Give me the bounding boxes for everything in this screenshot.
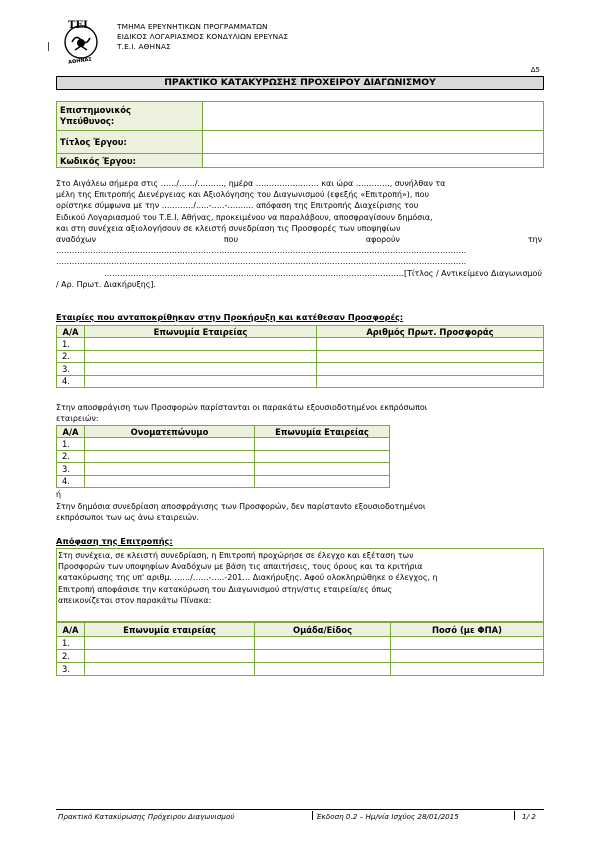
intro-paragraph: [56, 178, 544, 290]
rep-name-cell[interactable]: [85, 450, 255, 463]
row-number: 3.: [57, 663, 85, 676]
representatives-table: [56, 425, 390, 488]
column-header: Επωνυμία εταιρείας: [85, 623, 255, 637]
intro-dotted-line: …………………………………………………………………………………………………………………………………………: [56, 246, 467, 256]
companies-header-row: [57, 326, 544, 338]
decision-paragraph: Στη συνέχεια, σε κλειστή συνεδρίαση, η Επιτροπή προχώρησε σε έλεγχο και εξέταση των Προσφορών των υποψηφίων Αναδόχων με βάση τις απαιτήσεις, τους όρους και τα κριτήρια κατακύρωσης της υπ' αριθμ. ……/……-…..-201… Διακήρυξης. Αφού ολοκληρώθηκε ο έλεγχος, η Επιτροπή αποφάσισε την κατακύρωση του Διαγωνισμού στην/στις εταιρεία/ες όπως απεικονίζεται στον παρακάτω Πίνακα:: [58, 551, 438, 605]
info-label: Κωδικός Έργου:: [57, 154, 203, 168]
supervisor-field[interactable]: [203, 102, 544, 131]
footer-version: Έκδοση 0.2 – Ημ/νία Ισχύος 28/01/2015: [316, 812, 459, 821]
table-row: [57, 350, 544, 363]
left-margin-mark: |: [47, 42, 51, 52]
footer-separator: [514, 811, 515, 820]
award-group-cell[interactable]: [255, 663, 391, 676]
column-header: Α/Α: [57, 426, 85, 438]
companies-heading: Εταιρίες που ανταποκρίθηκαν στην Προκήρυξη και κατέθεσαν Προσφορές:: [56, 312, 404, 322]
intro-line: και στη συνέχεια αξιολογήσουν σε κλειστή συνεδρίαση τις Προσφορές των υποψηφίων: [56, 223, 401, 233]
company-name-cell[interactable]: [85, 375, 317, 388]
column-header: Επωνυμία Εταιρείας: [85, 326, 317, 338]
award-header-row: [57, 623, 544, 637]
footer-separator: [312, 811, 313, 820]
intro-line: ορίστηκε σύμφωνα με την …………/…..-…..-………. απόφαση της Επιτροπής Διαχείρισης του: [56, 201, 419, 211]
rep-name-cell[interactable]: [85, 438, 255, 451]
footer-divider: [56, 809, 544, 810]
table-row: [57, 438, 390, 451]
document-code: Δ5: [530, 66, 540, 74]
table-row: [57, 650, 544, 663]
row-number: 3.: [57, 463, 85, 476]
offer-protocol-cell[interactable]: [317, 375, 544, 388]
project-code-field[interactable]: [203, 154, 544, 168]
row-number: 1.: [57, 637, 85, 650]
rep-name-cell[interactable]: [85, 475, 255, 488]
award-company-cell[interactable]: [85, 650, 255, 663]
project-info-table: [56, 101, 544, 168]
row-number: 4.: [57, 375, 85, 388]
footer-page-number: 1/ 2: [522, 812, 536, 821]
intro-dotted-line: …………………………………………………………………………………………………………………………………………: [56, 257, 467, 267]
row-number: 4.: [57, 475, 85, 488]
reps-header-row: [57, 426, 390, 438]
intro-line: Στο Αιγάλεω σήμερα στις ……/……/………., ημέρα …………………… και ώρα …………., συνήλθαν τα: [56, 179, 446, 188]
offer-protocol-cell[interactable]: [317, 363, 544, 376]
offer-protocol-cell[interactable]: [317, 338, 544, 351]
rep-name-cell[interactable]: [85, 463, 255, 476]
rep-company-cell[interactable]: [255, 475, 390, 488]
table-row: [57, 363, 544, 376]
project-title-field[interactable]: [203, 131, 544, 154]
intro-line: μέλη της Επιτροπής Διενέργειας και Αξιολόγησης του Διαγωνισμού (εφεξής «Επιτροπή»), που: [56, 190, 430, 200]
award-table: [56, 622, 544, 676]
table-row: [57, 463, 390, 476]
column-header: Επωνυμία Εταιρείας: [255, 426, 390, 438]
award-group-cell[interactable]: [255, 637, 391, 650]
award-amount-cell[interactable]: [391, 663, 544, 676]
column-header: Ποσό (με ΦΠΑ): [391, 623, 544, 637]
row-number: 2.: [57, 350, 85, 363]
no-reps-paragraph: Στην δημόσια συνεδρίαση αποσφράγισης των Προσφορών, δεν παρίστανto εξουσιοδοτημένοι εκπρόσωποι των ως άνω εταιρειών.: [56, 502, 426, 523]
org-line-1: ΤΜΗΜΑ ΕΡΕΥΝΗΤΙΚΩΝ ΠΡΟΓΡΑΜΜΑΤΩΝ: [117, 22, 268, 31]
column-header: Α/Α: [57, 623, 85, 637]
row-number: 1.: [57, 438, 85, 451]
intro-dotted-line: ……………………………………………………………………………………………………[Τίτλος / Αντικείμενο Διαγωνισμού: [104, 268, 542, 278]
intro-line: Ειδικού Λογαριασμού του Τ.Ε.Ι. Αθήνας, προκειμένου να παραλάβουν, αποσφραγίσουν δημόσια,: [56, 212, 433, 222]
table-row: [57, 637, 544, 650]
table-row: [57, 375, 544, 388]
table-row: [57, 450, 390, 463]
rep-company-cell[interactable]: [255, 438, 390, 451]
info-row-project-code: [57, 154, 544, 168]
award-amount-cell[interactable]: [391, 650, 544, 663]
row-number: 1.: [57, 338, 85, 351]
info-row-project-title: [57, 131, 544, 154]
table-row: [57, 475, 390, 488]
logo-text-bottom: ΑΘΗΝΑΣ: [67, 56, 93, 64]
tei-logo: [56, 18, 106, 64]
organization-block: [117, 22, 288, 52]
logo-text-top: ΤΕΙ: [68, 20, 88, 31]
intro-line: αναδόχων που αφορούν την: [56, 235, 542, 245]
document-title: ΠΡΑΚΤΙΚΟ ΚΑΤΑΚΥΡΩΣΗΣ ΠΡΟΧΕΙΡΟΥ ΔΙΑΓΩΝΙΣΜΟΥ: [56, 76, 544, 90]
info-label: Τίτλος Έργου:: [57, 131, 203, 154]
or-text: ή: [56, 490, 62, 499]
intro-line: / Αρ. Πρωτ. Διακήρυξης].: [56, 279, 157, 289]
column-header: Ομάδα/Είδος: [255, 623, 391, 637]
column-header: Αριθμός Πρωτ. Προσφοράς: [317, 326, 544, 338]
row-number: 2.: [57, 450, 85, 463]
company-name-cell[interactable]: [85, 350, 317, 363]
row-number: 3.: [57, 363, 85, 376]
award-company-cell[interactable]: [85, 663, 255, 676]
award-amount-cell[interactable]: [391, 637, 544, 650]
award-company-cell[interactable]: [85, 637, 255, 650]
rep-company-cell[interactable]: [255, 450, 390, 463]
offer-protocol-cell[interactable]: [317, 350, 544, 363]
award-group-cell[interactable]: [255, 650, 391, 663]
decision-heading: Απόφαση της Επιτροπής:: [56, 536, 173, 546]
footer-doc-title: Πρακτικό Κατακύρωσης Πρόχειρου Διαγωνισμού: [58, 812, 235, 821]
rep-company-cell[interactable]: [255, 463, 390, 476]
table-row: [57, 663, 544, 676]
reps-paragraph: Στην αποσφράγιση των Προσφορών παρίστανται οι παρακάτω εξουσιοδοτημένοι εκπρόσωποι εταιρειών:: [56, 403, 428, 424]
table-row: [57, 338, 544, 351]
companies-table: [56, 325, 544, 388]
info-row-scientific-supervisor: [57, 102, 544, 131]
company-name-cell[interactable]: [85, 338, 317, 351]
info-label: Υπεύθυνος:: [60, 116, 115, 126]
info-label: Επιστημονικός: [60, 105, 131, 115]
org-line-2: ΕΙΔΙΚΟΣ ΛΟΓΑΡΙΑΣΜΟΣ ΚΟΝΔΥΛΙΩΝ ΕΡΕΥΝΑΣ: [117, 32, 289, 41]
org-line-3: Τ.Ε.Ι. ΑΘΗΝΑΣ: [117, 42, 171, 51]
company-name-cell[interactable]: [85, 363, 317, 376]
column-header: Ονοματεπώνυμο: [85, 426, 255, 438]
row-number: 2.: [57, 650, 85, 663]
column-header: Α/Α: [57, 326, 85, 338]
